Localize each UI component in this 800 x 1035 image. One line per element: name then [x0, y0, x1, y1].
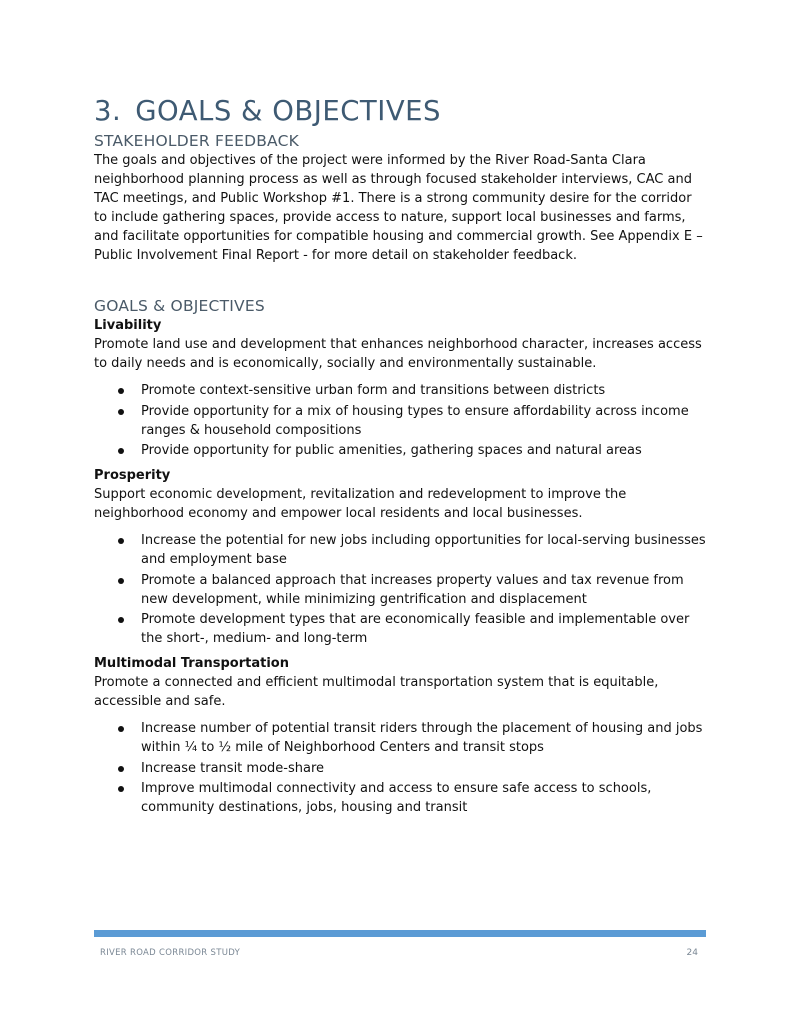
goal-title: Prosperity — [94, 468, 171, 483]
objective-item: Provide opportunity for public amenities, gathering spaces and natural areas — [141, 441, 706, 460]
objective-item: Increase the potential for new jobs including opportunities for local-serving businesses and employment base — [141, 533, 706, 567]
objective-item: Provide opportunity for a mix of housing types to ensure affordability across income ranges & household compositions — [141, 402, 706, 440]
chapter-number: 3. — [94, 95, 122, 127]
objective-item: Promote development types that are economically feasible and implementable over the short-, medium- and long-term — [141, 610, 706, 648]
footer-page-number: 24 — [686, 948, 698, 958]
goal-description: Promote land use and development that enhances neighborhood character, increases access to daily needs and is economically, socially and environmentally sustainable. — [94, 337, 702, 371]
objective-item: Promote context-sensitive urban form and transitions between districts — [141, 381, 706, 400]
stakeholder-heading: STAKEHOLDER FEEDBACK — [94, 132, 299, 150]
objective-item: Improve multimodal connectivity and access to ensure safe access to schools, community destinations, jobs, housing and transit — [141, 779, 706, 817]
objective-item: Increase transit mode-share — [141, 759, 706, 778]
objective-item: Increase number of potential transit riders through the placement of housing and jobs within ¼ to ½ mile of Neighborhood Centers and transit stops — [141, 719, 706, 757]
goal-description: Support economic development, revitalization and redevelopment to improve the neighborhood economy and empower local residents and local businesses. — [94, 487, 627, 521]
goal-title: Livability — [94, 318, 162, 333]
objective-list — [94, 719, 706, 817]
goal-description: Promote a connected and efficient multimodal transportation system that is equitable, accessible and safe. — [94, 675, 659, 709]
objective-list — [94, 381, 706, 460]
goal-prosperity — [94, 466, 706, 648]
stakeholder-paragraph: The goals and objectives of the project were informed by the River Road-Santa Clara neighborhood planning process as well as through focused stakeholder interviews, CAC and TAC meetings, and Public Workshop #1. There is a strong community desire for the corridor to include gathering spaces, provide access to nature, support local businesses and farms, and facilitate opportunities for compatible housing and commercial growth. See Appendix E – Public Involvement Final Report - for more detail on stakeholder feedback. — [94, 153, 703, 263]
objective-item: Promote a balanced approach that increases property values and tax revenue from new development, while minimizing gentrification and displacement — [141, 571, 706, 609]
footer-document-title: RIVER ROAD CORRIDOR STUDY — [100, 948, 241, 958]
chapter-title-text: GOALS & OBJECTIVES — [135, 95, 441, 127]
document-page — [94, 92, 706, 823]
chapter-title — [94, 92, 706, 130]
goal-livability — [94, 316, 706, 460]
footer-divider-bar — [94, 930, 706, 937]
goal-multimodal-transportation — [94, 654, 706, 817]
goal-title: Multimodal Transportation — [94, 656, 289, 671]
goals-heading: GOALS & OBJECTIVES — [94, 297, 265, 315]
objective-list — [94, 531, 706, 648]
